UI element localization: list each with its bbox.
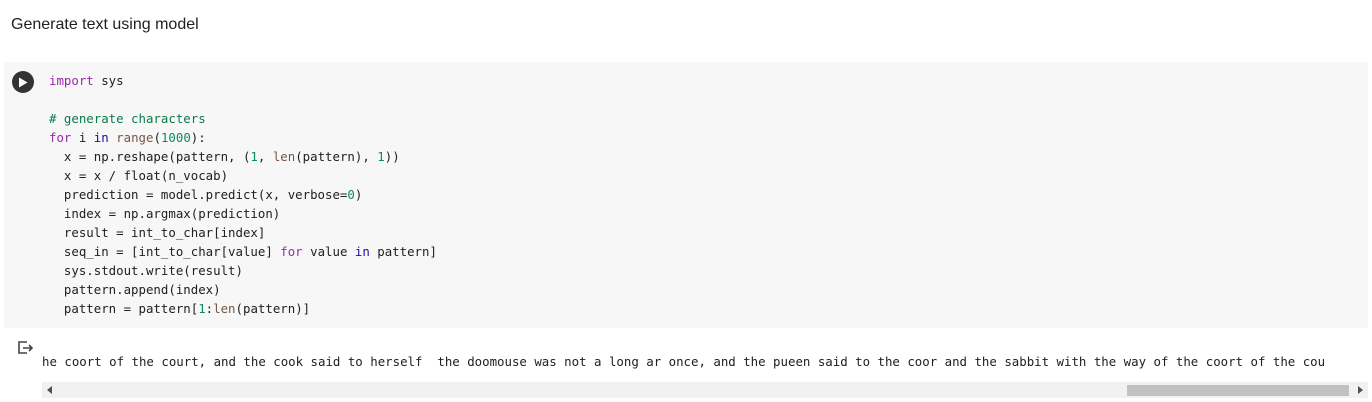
code-token: in [354,244,370,259]
scroll-left-icon[interactable] [47,386,53,394]
scroll-right-icon[interactable] [1357,386,1363,394]
code-token: ): [190,130,206,145]
code-line [49,166,437,185]
code-line [49,299,437,318]
code-token: (pattern)] [235,301,311,316]
code-line [49,261,437,280]
run-cell-button[interactable] [12,71,34,93]
code-token: # generate characters [49,111,206,126]
play-icon [18,77,28,88]
code-token: sys [93,73,124,88]
code-token: 1 [377,149,385,164]
code-token: result = int_to_char[index] [49,225,266,240]
code-token: ) [354,187,363,202]
code-token: sys.stdout.write(result) [49,263,243,278]
code-token: for [49,130,72,145]
code-token: (pattern), [295,149,378,164]
code-token: : [205,301,214,316]
code-token: ( [153,130,161,145]
code-token: pattern = pattern[ [49,301,199,316]
code-token: i [71,130,94,145]
code-token: range [116,130,154,145]
code-token: index = np.argmax(prediction) [49,206,281,221]
code-token: 1 [250,149,258,164]
code-token: seq_in = [int_to_char[value] [49,244,281,259]
code-token: in [93,130,109,145]
code-token: 1 [198,301,206,316]
horizontal-scrollbar[interactable] [42,382,1368,398]
code-token: pattern.append(index) [49,282,221,297]
code-token: 1000 [160,130,191,145]
code-token: 0 [347,187,355,202]
code-token: pattern] [369,244,437,259]
output-redirect-icon [16,340,34,356]
scrollbar-thumb[interactable] [1127,385,1349,396]
code-token: x = np.reshape(pattern, ( [49,149,251,164]
code-line [49,280,437,299]
code-token: , [257,149,273,164]
code-line [49,90,437,109]
code-token: )) [384,149,400,164]
code-line [49,223,437,242]
code-line [49,71,437,90]
code-line [49,109,437,128]
code-editor[interactable] [49,71,437,318]
code-token: len [272,149,296,164]
code-line [49,185,437,204]
cell-output-text: he coort of the court, and the cook said to herself the doomouse was not a long ar once, and the pueen said to the coor and the sabbit with the way of the coort of the cou [42,354,1326,369]
section-title: Generate text using model [11,16,199,33]
code-line [49,147,437,166]
code-token: for [280,244,303,259]
code-line [49,204,437,223]
code-line [49,128,437,147]
code-token: prediction = model.predict(x, verbose= [49,187,348,202]
code-token: x = x / float(n_vocab) [49,168,229,183]
code-token: value [302,244,355,259]
code-line [49,242,437,261]
code-token: import [49,73,94,88]
code-token: len [213,301,236,316]
